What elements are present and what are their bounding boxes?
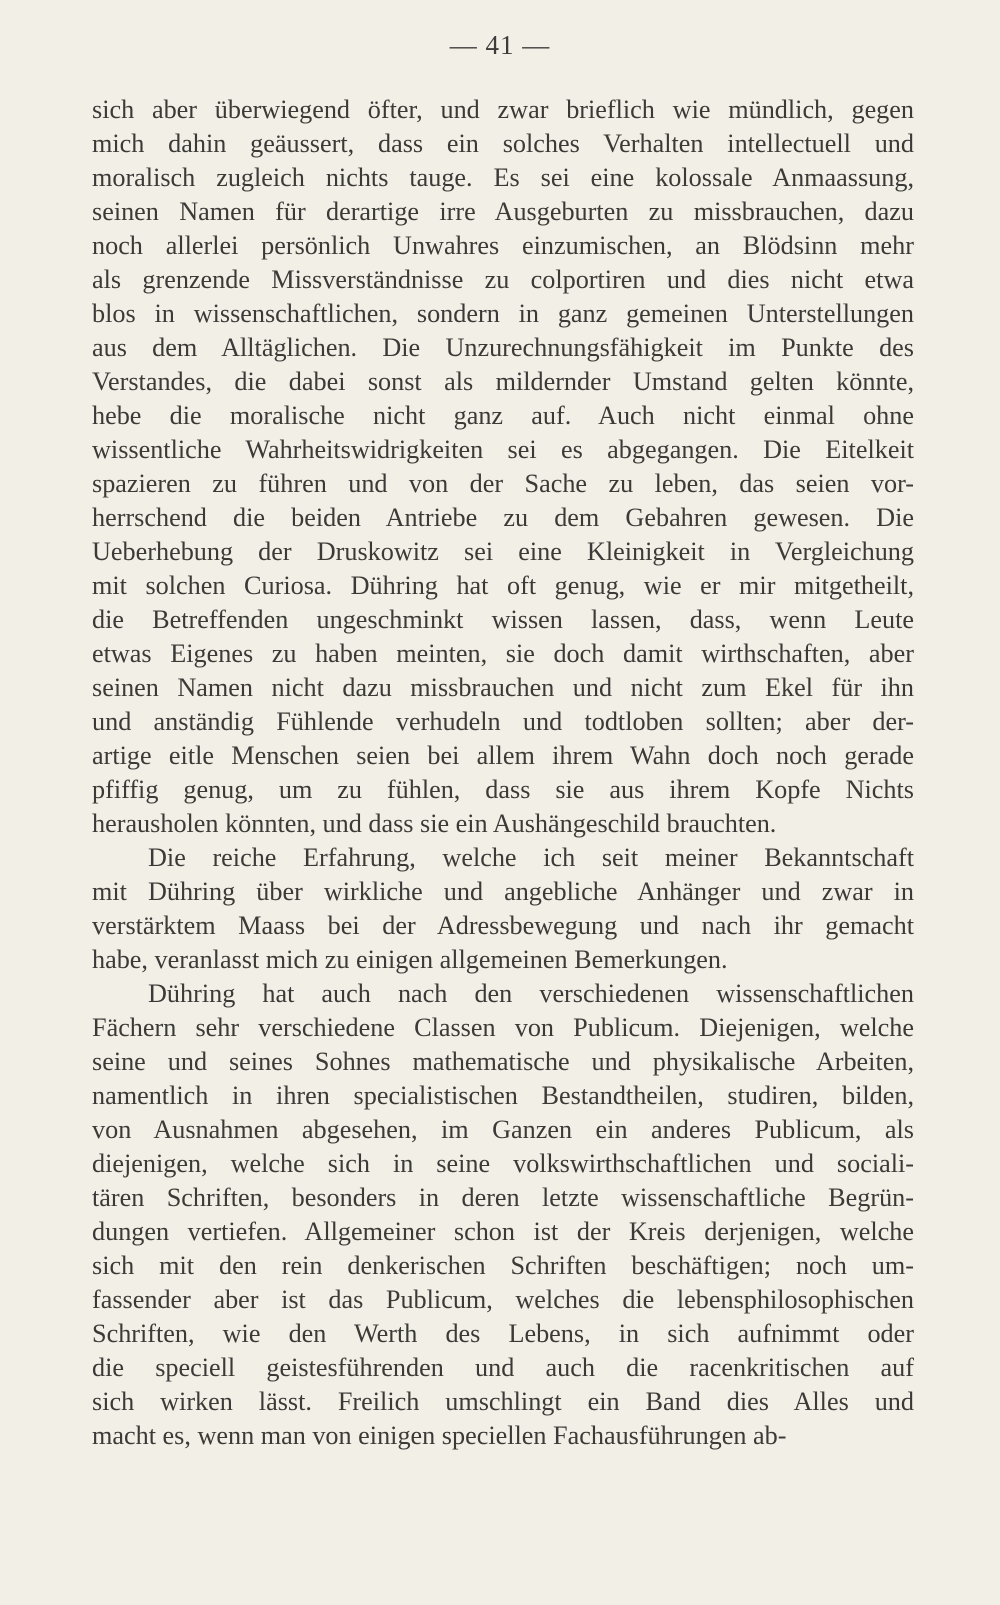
text-line: blos in wissenschaftlichen, sondern in ganz gemeinen Unterstellungen	[92, 299, 914, 328]
text-line: dungen vertiefen. Allgemeiner schon ist der Kreis derjenigen, welche	[92, 1217, 914, 1246]
text-line: wissentliche Wahrheitswidrigkeiten sei es abgegangen. Die Eitelkeit	[92, 435, 914, 464]
text-line: seinen Namen nicht dazu missbrauchen und nicht zum Ekel für ihn	[92, 673, 914, 702]
text-line: pfiffig genug, um zu fühlen, dass sie aus ihrem Kopfe Nichts	[92, 775, 914, 804]
paragraph	[92, 93, 914, 841]
text-line: Schriften, wie den Werth des Lebens, in sich aufnimmt oder	[92, 1319, 914, 1348]
text-line: macht es, wenn man von einigen speciellen Fachausführungen ab-	[92, 1421, 787, 1450]
text-line: diejenigen, welche sich in seine volkswirthschaftlichen und sociali-	[92, 1149, 914, 1178]
text-line: Fächern sehr verschiedene Classen von Publicum. Diejenigen, welche	[92, 1013, 914, 1042]
text-line: seine und seines Sohnes mathematische und physikalische Arbeiten,	[92, 1047, 914, 1076]
text-line: Die reiche Erfahrung, welche ich seit meiner Bekanntschaft	[148, 843, 914, 872]
text-line: fassender aber ist das Publicum, welches die lebensphilosophischen	[92, 1285, 914, 1314]
text-line: herausholen könnten, und dass sie ein Aushängeschild brauchten.	[92, 809, 777, 838]
text-line: sich wirken lässt. Freilich umschlingt ein Band dies Alles und	[92, 1387, 914, 1416]
text-line: sich mit den rein denkerischen Schriften beschäftigen; noch um-	[92, 1251, 914, 1280]
text-line: moralisch zugleich nichts tauge. Es sei eine kolossale Anmaassung,	[92, 163, 914, 192]
text-line: verstärktem Maass bei der Adressbewegung und nach ihr gemacht	[92, 911, 914, 940]
text-line: spazieren zu führen und von der Sache zu leben, das seien vor-	[92, 469, 914, 498]
text-line: mit Dühring über wirkliche und angebliche Anhänger und zwar in	[92, 877, 914, 906]
text-line: sich aber überwiegend öfter, und zwar brieflich wie mündlich, gegen	[92, 95, 914, 124]
text-line: habe, veranlasst mich zu einigen allgemeinen Bemerkungen.	[92, 945, 728, 974]
text-line: hebe die moralische nicht ganz auf. Auch nicht einmal ohne	[92, 401, 914, 430]
text-line: Verstandes, die dabei sonst als mildernder Umstand gelten könnte,	[92, 367, 914, 396]
paragraph	[92, 977, 914, 1453]
text-line: seinen Namen für derartige irre Ausgeburten zu missbrauchen, dazu	[92, 197, 914, 226]
text-line: die speciell geistesführenden und auch die racenkritischen auf	[92, 1353, 914, 1382]
text-line: mich dahin geäussert, dass ein solches Verhalten intellectuell und	[92, 129, 914, 158]
paragraph	[92, 841, 914, 977]
text-line: von Ausnahmen abgesehen, im Ganzen ein anderes Publicum, als	[92, 1115, 914, 1144]
text-line: mit solchen Curiosa. Dühring hat oft genug, wie er mir mitgetheilt,	[92, 571, 914, 600]
text-line: noch allerlei persönlich Unwahres einzumischen, an Blödsinn mehr	[92, 231, 914, 260]
text-line: die Betreffenden ungeschminkt wissen lassen, dass, wenn Leute	[92, 605, 914, 634]
text-line: etwas Eigenes zu haben meinten, sie doch damit wirthschaften, aber	[92, 639, 914, 668]
text-line: herrschend die beiden Antriebe zu dem Gebahren gewesen. Die	[92, 503, 914, 532]
text-line: als grenzende Missverständnisse zu colportiren und dies nicht etwa	[92, 265, 914, 294]
body-text	[92, 93, 914, 1453]
text-line: aus dem Alltäglichen. Die Unzurechnungsfähigkeit im Punkte des	[92, 333, 914, 362]
text-line: tären Schriften, besonders in deren letzte wissenschaftliche Begrün-	[92, 1183, 914, 1212]
text-line: artige eitle Menschen seien bei allem ihrem Wahn doch noch gerade	[92, 741, 914, 770]
page-number: — 41 —	[449, 30, 551, 60]
text-line: namentlich in ihren specialistischen Bestandtheilen, studiren, bilden,	[92, 1081, 914, 1110]
text-line: und anständig Fühlende verhudeln und todtloben sollten; aber der-	[92, 707, 914, 736]
text-line: Ueberhebung der Druskowitz sei eine Kleinigkeit in Vergleichung	[92, 537, 914, 566]
text-line: Dühring hat auch nach den verschiedenen wissenschaftlichen	[148, 979, 914, 1008]
